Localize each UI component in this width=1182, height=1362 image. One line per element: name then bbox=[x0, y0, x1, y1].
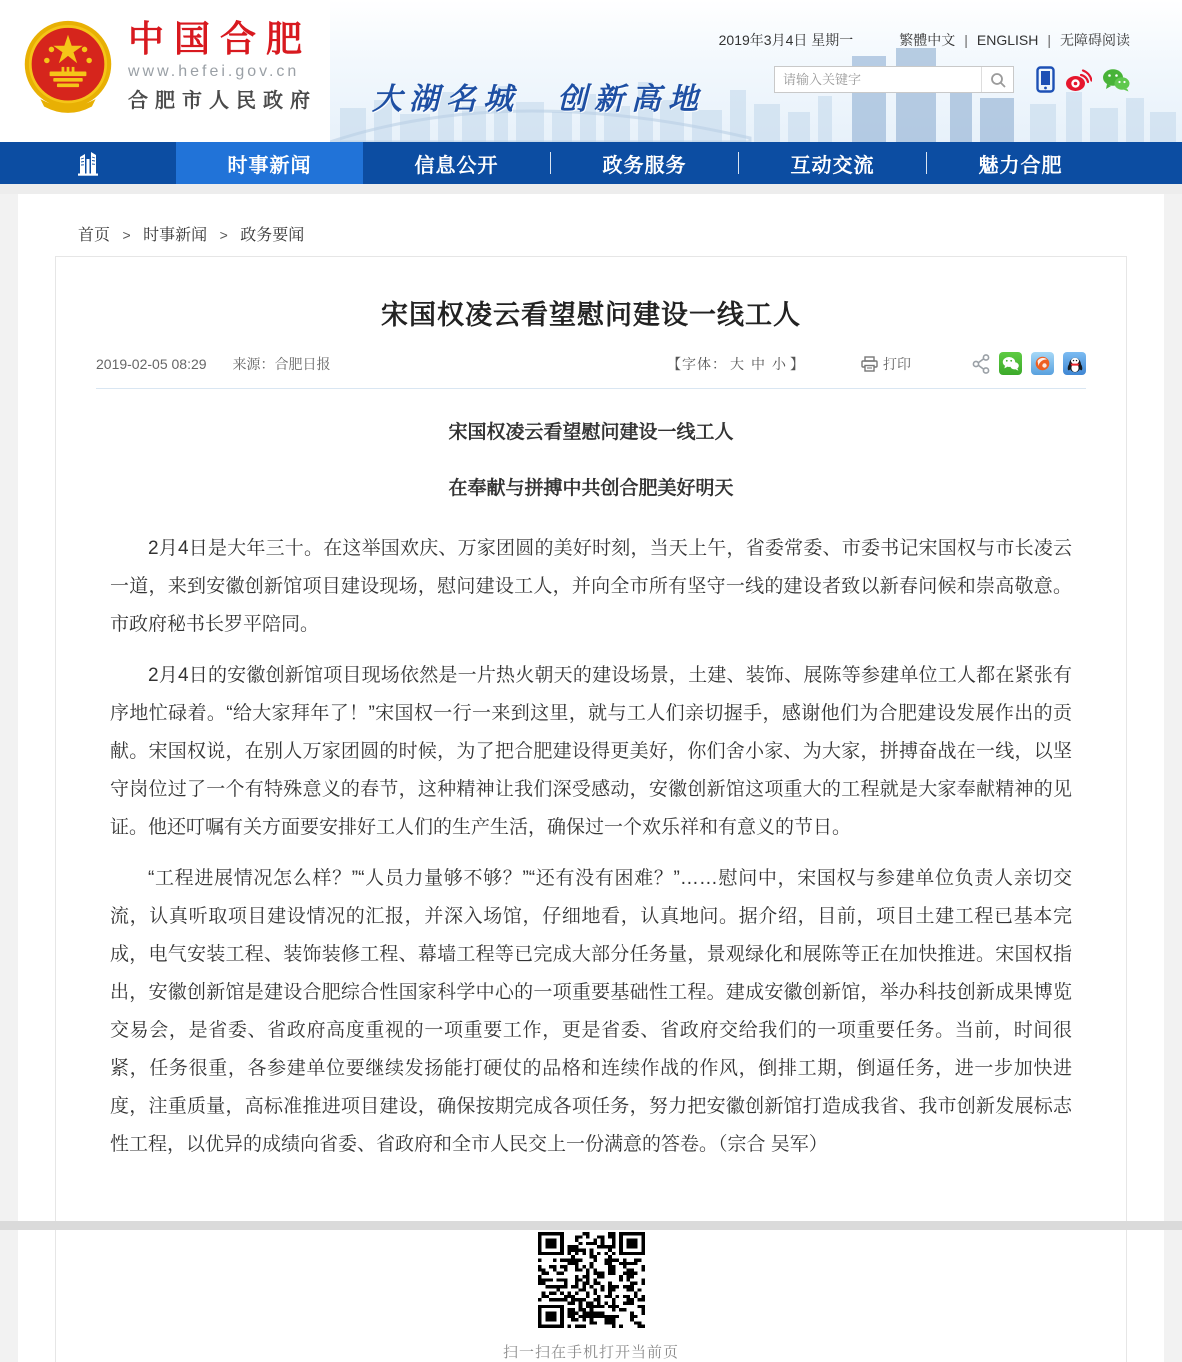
national-emblem-icon bbox=[22, 18, 114, 114]
search-button[interactable] bbox=[981, 67, 1013, 92]
nav-bottom-strip bbox=[0, 184, 1182, 194]
breadcrumb bbox=[18, 222, 1164, 244]
publish-date: 2019-02-05 08:29 bbox=[96, 356, 207, 372]
main-area bbox=[18, 194, 1164, 1362]
font-label: 】 bbox=[790, 356, 805, 372]
nav-home-button[interactable] bbox=[0, 142, 176, 184]
font-size-large[interactable]: 大 bbox=[730, 356, 745, 372]
site-logo[interactable] bbox=[22, 18, 317, 114]
print-button[interactable] bbox=[861, 354, 911, 374]
breadcrumb-separator: > bbox=[220, 227, 228, 243]
language-links bbox=[899, 30, 1130, 50]
share-weibo-icon[interactable] bbox=[1031, 352, 1054, 375]
search-box bbox=[774, 66, 1014, 93]
font-size-medium[interactable]: 中 bbox=[751, 356, 766, 372]
nav-item-charming-hefei[interactable]: 魅力合肥 bbox=[927, 142, 1114, 184]
breadcrumb-separator: > bbox=[122, 227, 130, 243]
share-nodes-icon[interactable] bbox=[972, 354, 990, 374]
weibo-icon[interactable] bbox=[1065, 68, 1092, 92]
nav-item-news[interactable]: 时事新闻 bbox=[176, 142, 363, 184]
wechat-icon[interactable] bbox=[1102, 68, 1130, 92]
share-wechat-icon[interactable] bbox=[999, 352, 1022, 375]
breadcrumb-gov-news[interactable]: 政务要闻 bbox=[240, 227, 304, 244]
breadcrumb-news[interactable]: 时事新闻 bbox=[143, 227, 207, 244]
article-subtitle-1: 宋国权凌云看望慰问建设一线工人 bbox=[110, 417, 1072, 444]
qr-code bbox=[538, 1232, 645, 1333]
breadcrumb-home[interactable]: 首页 bbox=[78, 227, 110, 244]
share-buttons bbox=[963, 352, 1086, 375]
footer-strip bbox=[0, 1221, 1182, 1230]
article-container bbox=[55, 256, 1127, 1362]
article-paragraph: 2月4日的安徽创新馆项目现场依然是一片热火朝天的建设场景，土建、装饰、展陈等参建单位工人都在紧张有序地忙碌着。“给大家拜年了！”宋国权一行一来到这里，就与工人们亲切握手，感谢他们为合肥建设发展作出的贡献。宋国权说，在别人万家团圆的时候，为了把合肥建设得更美好，你们舍小家、为大家，拼搏奋战在一线，以坚守岗位过了一个有特殊意义的春节，这种精神让我们深受感动，安徽创新馆这项重大的工程就是大家奉献精神的见证。他还叮嘱有关方面要安排好工人们的生产生活，确保过一个欢乐祥和有意义的节日。 bbox=[110, 657, 1072, 847]
site-header bbox=[0, 0, 1182, 142]
article-source: 来源：合肥日报 bbox=[233, 354, 331, 374]
printer-icon bbox=[861, 356, 878, 372]
current-date: 2019年3月4日 星期一 bbox=[719, 30, 854, 50]
mobile-version-icon[interactable] bbox=[1036, 66, 1055, 93]
site-url: www.hefei.gov.cn bbox=[128, 63, 317, 81]
nav-item-info-disclosure[interactable]: 信息公开 bbox=[363, 142, 550, 184]
main-navigation bbox=[0, 142, 1182, 184]
font-size-small[interactable]: 小 bbox=[772, 356, 787, 372]
accessibility-reading-link[interactable]: 无障碍阅读 bbox=[1060, 30, 1130, 50]
nav-item-gov-services[interactable]: 政务服务 bbox=[551, 142, 738, 184]
article-meta-row bbox=[96, 352, 1086, 389]
qr-caption: 扫一扫在手机打开当前页 bbox=[110, 1341, 1072, 1362]
article-paragraph: “工程进展情况怎么样？”“人员力量够不够？”“还有没有困难？”……慰问中，宋国权与参建单位负责人亲切交流，认真听取项目建设情况的汇报，并深入场馆，仔细地看，认真地问。据介绍，目前，项目土建工程已基本完成，电气安装工程、装饰装修工程、幕墙工程等已完成大部分任务量，景观绿化和展陈等正在加快推进。宋国权指出，安徽创新馆是建设合肥综合性国家科学中心的一项重要基础性工程。建成安徽创新馆，举办科技创新成果博览交易会，是省委、省政府高度重视的一项重要工作，更是省委、省政府交给我们的一项重要任务。当前，时间很紧，任务很重，各参建单位要继续发扬能打硬仗的品格和连续作战的作风，倒排工期，倒逼任务，进一步加快进度，注重质量，高标准推进项目建设，确保按期完成各项任务，努力把安徽创新馆打造成我省、我市创新发展标志性工程，以优异的成绩向省委、省政府和全市人民交上一份满意的答卷。（宗合 吴军） bbox=[110, 860, 1072, 1164]
home-building-icon bbox=[74, 149, 102, 177]
site-name: 中国合肥 bbox=[128, 19, 317, 59]
print-label: 打印 bbox=[883, 354, 911, 374]
lang-traditional-chinese[interactable]: 繁體中文 bbox=[899, 30, 955, 50]
font-size-control bbox=[667, 354, 805, 374]
separator: | bbox=[964, 32, 968, 48]
separator: | bbox=[1047, 32, 1051, 48]
font-label: 【字体： bbox=[667, 356, 727, 372]
article-title: 宋国权凌云看望慰问建设一线工人 bbox=[96, 293, 1086, 332]
article-subtitle-2: 在奉献与拼搏中共创合肥美好明天 bbox=[110, 473, 1072, 500]
search-input[interactable] bbox=[775, 68, 981, 91]
article-paragraph: 2月4日是大年三十。在这举国欢庆、万家团圆的美好时刻，当天上午，省委常委、市委书记宋国权与市长凌云一道，来到安徽创新馆项目建设现场，慰问建设工人，并向全市所有坚守一线的建设者致以新春问候和崇高敬意。市政府秘书长罗平陪同。 bbox=[110, 530, 1072, 644]
search-icon bbox=[990, 72, 1006, 88]
qr-section bbox=[110, 1232, 1072, 1362]
lang-english[interactable]: ENGLISH bbox=[977, 32, 1038, 48]
city-slogan: 大湖名城 创新高地 bbox=[372, 74, 705, 118]
nav-item-interaction[interactable]: 互动交流 bbox=[739, 142, 926, 184]
site-organization: 合肥市人民政府 bbox=[128, 84, 317, 113]
share-qq-icon[interactable] bbox=[1063, 352, 1086, 375]
